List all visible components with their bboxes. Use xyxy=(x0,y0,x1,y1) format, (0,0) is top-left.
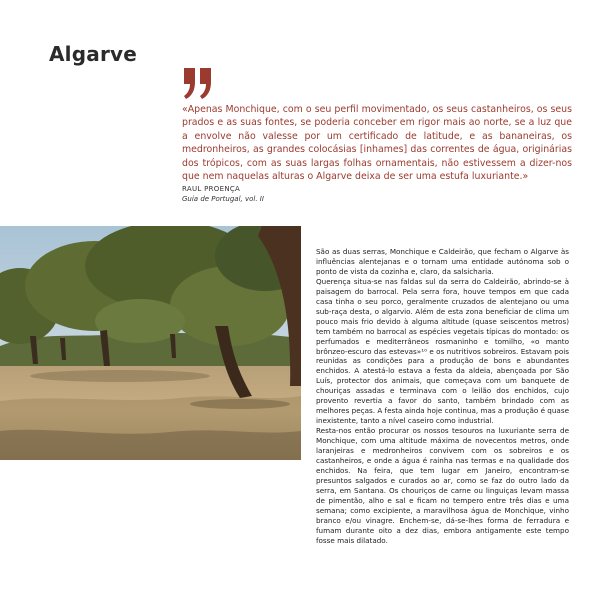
body-paragraph: São as duas serras, Monchique e Caldeirão, que fecham o Algarve às influências alentejanas e o tornam uma entidade autónoma sob o ponto de vista da cozinha e, claro, da salsicharia. xyxy=(316,247,569,276)
quote-source: Guia de Portugal, vol. II xyxy=(182,195,264,203)
page-heading: Algarve xyxy=(49,42,138,66)
quote-author: RAUL PROENÇA xyxy=(182,185,241,193)
body-paragraph: Querença situa-se nas faldas sul da serra do Caldeirão, abrindo-se à paisagem do barrocal. Pela serra fora, houve tempos em que cada casa tinha o seu porco, geralmente cruzados de alentejano ou uma sub-raça desta, o algarvio. Além de esta zona beneficiar de clima um pouco mais frio devido à alguma altitude (quase seiscentos metros) tem também no barrocal as espécies vegetais típicas do montado: os perfumados e mediterrâneos rosmaninho e tomilho, «o manto brônzeo-escuro das estevas»¹⁰ e os nutritivos sobreiros. Estavam pois reunidas as condições para a produção de bons e abundantes enchidos. A atestá-lo estava a festa da aldeia, abençoada por São Luís, protector dos animais, que começava com um banquete de chouriças assadas e terminava com o leilão dos enchidos, cujo provento revertia a favor do santo, também brindado com as melhores peças. A festa ainda hoje continua, mas a produção é quase inexistente, tanto a nível caseiro como industrial. xyxy=(316,276,569,426)
landscape-photo xyxy=(0,226,301,460)
quotation-mark-icon xyxy=(182,66,214,100)
pull-quote: «Apenas Monchique, com o seu perfil movimentado, os seus castanheiros, os seus prados e as suas fontes, se poderia conceber em rigor mais ao norte, se a luz que a envolve não valesse por um certificado de latitude, e as bananeiras, os medronheiros, as grandes colocásias [inhames] das correntes de água, originárias dos trópicos, com as suas largas folhas ornamentais, não estivessem a dizer-nos que nem naquelas alturas o Algarve deixa de ser uma estufa luxuriante.» xyxy=(182,104,572,183)
article-body xyxy=(316,247,569,546)
body-paragraph: Resta-nos então procurar os nossos tesouros na luxuriante serra de Monchique, com uma altitude máxima de novecentos metros, onde laranjeiras e medronheiros convivem com os sobreiros e os castanheiros, e onde a água é rainha nas termas e na qualidade dos enchidos. Na feira, que tem lugar em Janeiro, encontram-se presuntos salgados e curados ao ar, como se faz do outro lado da serra, em Santana. Os chouriços de carne ou linguiças levam massa de pimentão, alho e sal e ficam no tempero entre três dias e uma semana; como excipiente, a maravilhosa água de Monchique, vinho branco e/ou vinagre. Enchem-se, dá-se-lhes forma de ferradura e fumam durante oito a dez dias, embora antigamente este tempo fosse mais dilatado. xyxy=(316,426,569,545)
